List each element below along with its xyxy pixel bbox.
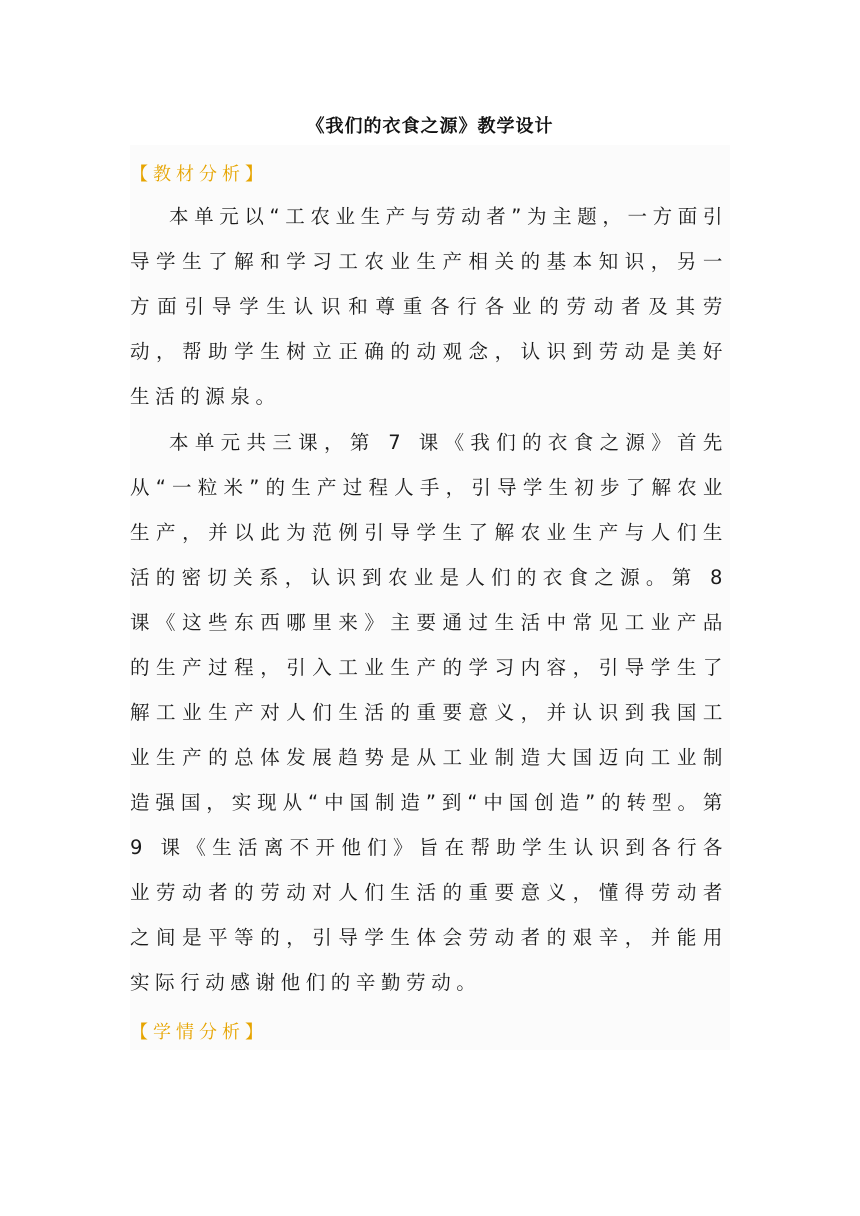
- section-heading-textbook-analysis: 【教材分析】: [130, 164, 268, 185]
- paragraph-unit-lessons: 本单元共三课，第 7 课《我们的衣食之源》首先从“一粒米”的生产过程人手，引导学生初步了解农业生产，并以此为范例引导学生了解农业生产与人们生活的密切关系，认识到农业是人们的衣食之源。第 8 课《这些东西哪里来》主要通过生活中常见工业产品的生产过程，引入工业生产的学习内容，引导学生了解工业生产对人们生活的重要意义，并认识到我国工业生产的总体发展趋势是从工业制造大国迈向工业制造强国，实现从“中国制造”到“中国创造”的转型。第 9 课《生活离不开他们》旨在帮助学生认识到各行各业劳动者的劳动对人们生活的重要意义，懂得劳动者之间是平等的，引导学生体会劳动者的艰辛，并能用实际行动感谢他们的辛勤劳动。: [130, 431, 728, 994]
- paragraph-unit-theme: 本单元以“工农业生产与劳动者”为主题，一方面引导学生了解和学习工农业生产相关的基本知识，另一方面引导学生认识和尊重各行各业的劳动者及其劳动，帮助学生树立正确的动观念，认识到劳动是美好生活的源泉。: [130, 205, 728, 408]
- section-heading-student-analysis: 【学情分析】: [130, 1022, 268, 1043]
- document-title: 《我们的衣食之源》教学设计: [306, 116, 554, 137]
